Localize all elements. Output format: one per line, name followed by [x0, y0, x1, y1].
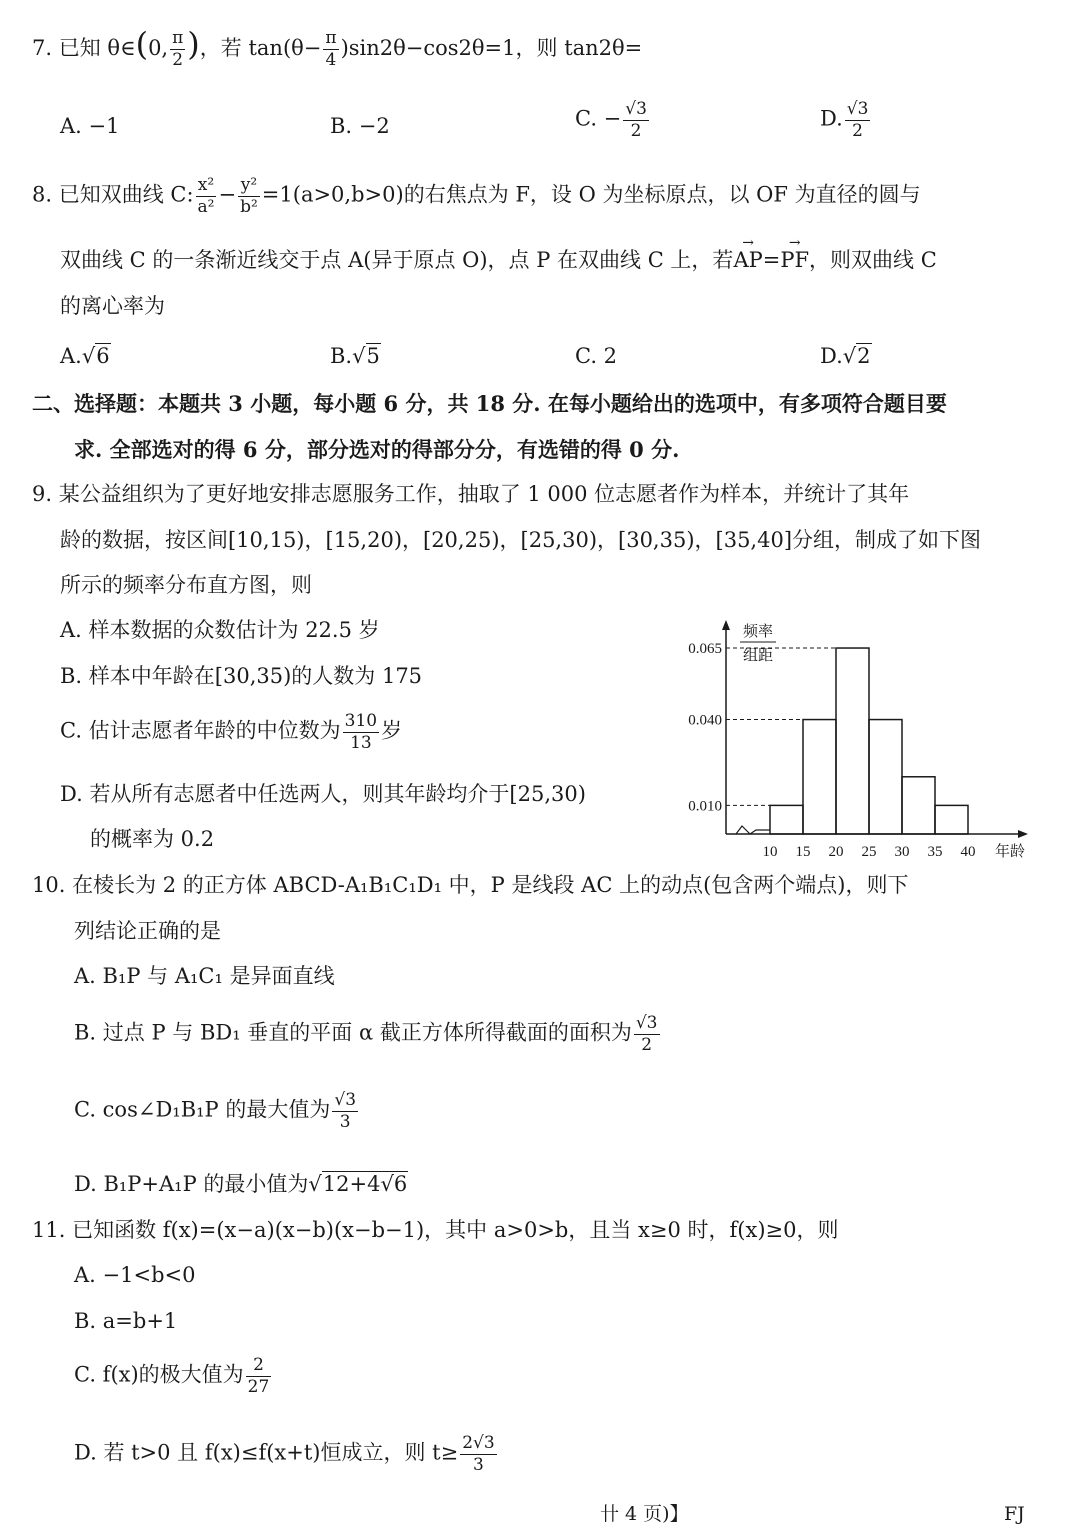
- q7-option-a: A. −1: [60, 114, 120, 138]
- section2-heading-cont: 求. 全部选对的得 6 分，部分选对的得部分分，有选错的得 0 分.: [74, 437, 680, 462]
- q11-stem: 11. 已知函数 f(x)=(x−a)(x−b)(x−b−1)，其中 a>0>b，且当 x≥0 时，f(x)≥0，则: [32, 1218, 839, 1242]
- q10-stem-line1: 10. 在棱长为 2 的正方体 ABCD-A₁B₁C₁D₁ 中，P 是线段 AC 上的动点(包含两个端点)，则下: [32, 873, 909, 897]
- y-axis-arrow: [722, 620, 730, 630]
- q7-option-d: D. $\frac{√3}{2}$: [820, 99, 869, 141]
- q8-option-d: D.√2: [820, 344, 871, 368]
- histogram-bar: [836, 648, 869, 834]
- x-axis-label: 年龄: [994, 844, 1026, 860]
- q8-option-c: C. 2: [575, 344, 618, 368]
- q8-option-a: A.√6: [60, 344, 110, 368]
- vector-ap: → AP: [733, 250, 762, 271]
- q11-option-a: A. −1<b<0: [74, 1263, 196, 1287]
- q8-option-b: B.√5: [330, 344, 380, 368]
- paper-code: FJ: [1004, 1503, 1025, 1525]
- q9-stem-line2: 龄的数据，按区间[10,15)，[15,20)，[20,25)，[25,30)，[30,35)，[35,40]分组，制成了如下图: [60, 528, 982, 552]
- q7-option-b: B. −2: [330, 114, 390, 138]
- q11-option-c: C. f(x)的极大值为 $\frac{2}{27}$: [74, 1355, 270, 1397]
- q7-stem: 7. 已知 θ∈(0, $\frac{\pi}{2}$ )，若 tan(θ− $\frac{\pi}{4}$ )sin2θ−cos2θ=1，则 tan2θ=: [32, 25, 643, 70]
- q9-stem-line3: 所示的频率分布直方图，则: [60, 573, 312, 597]
- q9-option-d: D. 若从所有志愿者中任选两人，则其年龄均介于[25,30): [60, 782, 586, 806]
- histogram-labels: [688, 623, 1025, 860]
- y-tick-label: 0.040: [688, 712, 722, 729]
- q8-stem-line2: 双曲线 C 的一条渐近线交于点 A(异于原点 O)，点 P 在双曲线 C 上，若→ AP=→ PF，则双曲线 C: [60, 250, 937, 271]
- x-axis-arrow: [1018, 830, 1028, 838]
- section2-heading: 二、选择题：本题共 3 小题，每小题 6 分，共 18 分. 在每小题给出的选项中，有多项符合题目要: [32, 391, 947, 416]
- q9-option-c: C. 估计志愿者年龄的中位数为 $\frac{310}{13}$ 岁: [60, 711, 403, 753]
- histogram-bar: [869, 720, 902, 834]
- q9-stem-line1: 9. 某公益组织为了更好地安排志愿服务工作，抽取了 1 000 位志愿者作为样本，并统计了其年: [32, 482, 910, 506]
- y-axis-label-bottom: 组距: [742, 648, 774, 664]
- vector-pf: → PF: [780, 250, 809, 271]
- x-tick-label: 25: [861, 844, 877, 860]
- y-tick-label: 0.065: [688, 641, 722, 658]
- x-tick-label: 20: [828, 844, 844, 860]
- page-footer: 卄 4 页)】: [600, 1503, 689, 1525]
- x-tick-label: 10: [762, 844, 778, 860]
- histogram-bars: [770, 648, 968, 834]
- q10-option-c: C. cos∠D₁B₁P 的最大值为 $\frac{√3}{3}$: [74, 1090, 357, 1132]
- q8-stem-line3: 的离心率为: [60, 294, 165, 318]
- histogram-bar: [803, 720, 836, 834]
- q11-option-d: D. 若 t>0 且 f(x)≤f(x+t)恒成立，则 t≥ $\frac{2√3}{3}$: [74, 1433, 495, 1475]
- frac-pi-2: $\frac{\pi}{2}$: [172, 28, 184, 70]
- x-tick-label: 15: [795, 844, 811, 860]
- q9-option-b: B. 样本中年龄在[30,35)的人数为 175: [60, 664, 423, 688]
- histogram-bar: [935, 805, 968, 834]
- x-tick-label: 40: [960, 844, 976, 860]
- q7-option-c: C. − $\frac{√3}{2}$: [575, 99, 647, 141]
- q10-stem-line2: 列结论正确的是: [74, 919, 221, 943]
- frac-pi-4: $\frac{\pi}{4}$: [325, 28, 337, 70]
- q9-option-d-cont: 的概率为 0.2: [90, 827, 215, 851]
- q10-option-b: B. 过点 P 与 BD₁ 垂直的平面 α 截正方体所得截面的面积为 $\frac{√3}{2}$: [74, 1013, 658, 1055]
- q10-option-a: A. B₁P 与 A₁C₁ 是异面直线: [74, 964, 335, 988]
- axis-break-mark: [736, 826, 770, 834]
- histogram-bar: [902, 777, 935, 834]
- frequency-histogram: [660, 612, 1040, 864]
- x-tick-label: 30: [894, 844, 910, 860]
- q8-stem-line1: 8. 已知双曲线 C: $\frac{\text{x²}}{\text{a²}}$ − $\frac{\text{y²}}{\text{b²}}$ =1(a>0,b>0)的右焦点为 F，设 O 为坐标原点，以 OF 为直径的圆与: [32, 175, 921, 217]
- q10-option-d: D. B₁P+A₁P 的最小值为√12+4√6: [74, 1172, 408, 1196]
- y-axis-label-top: 频率: [742, 624, 774, 640]
- q11-option-b: B. a=b+1: [74, 1309, 178, 1333]
- histogram-bar: [770, 805, 803, 834]
- y-tick-label: 0.010: [688, 798, 722, 815]
- x-tick-label: 35: [927, 844, 943, 860]
- q9-option-a: A. 样本数据的众数估计为 22.5 岁: [60, 618, 380, 642]
